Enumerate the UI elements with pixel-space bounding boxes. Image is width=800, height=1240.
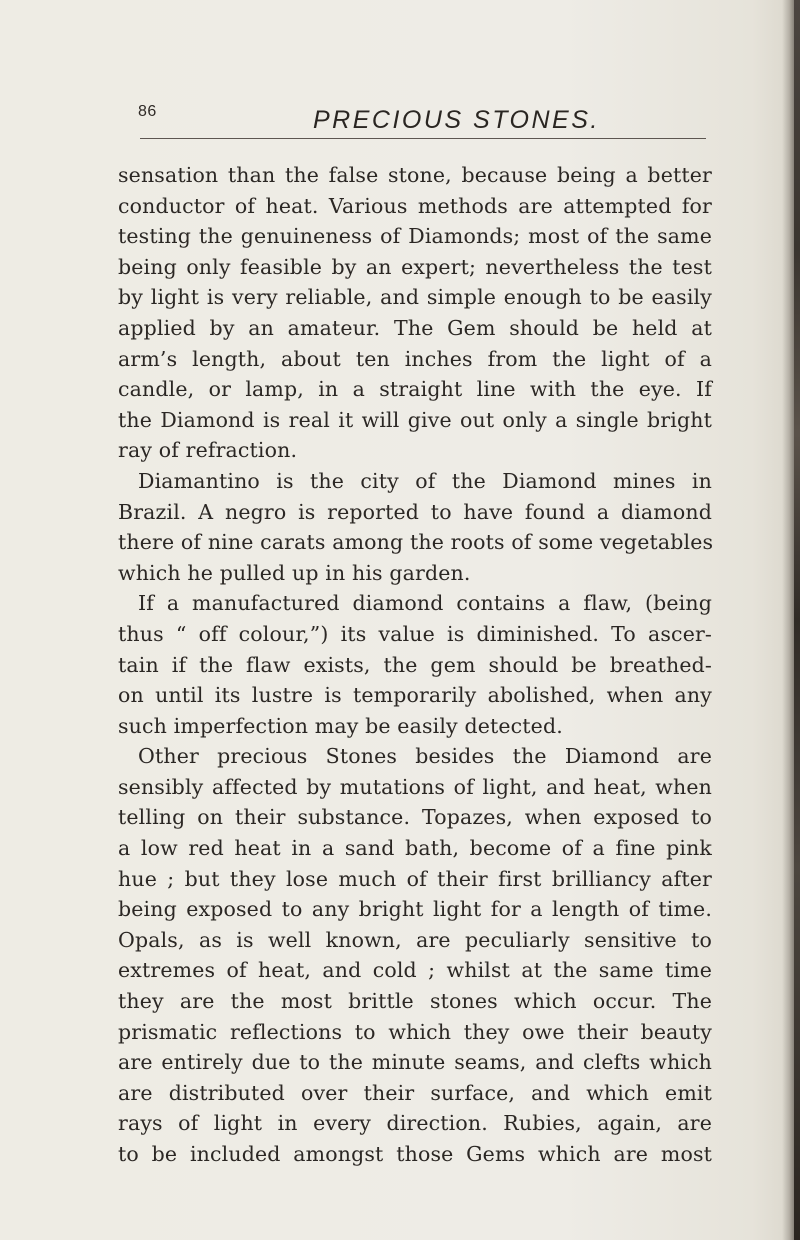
text-line: being exposed to any bright light for a length of time. — [118, 897, 712, 922]
text-line: ray of refraction. — [118, 438, 298, 463]
text-line: which he pulled up in his garden. — [118, 560, 471, 585]
text-line: the Diamond is real it will give out only a single bright — [118, 407, 712, 432]
text-line: on until its lustre is temporarily abolished, when any — [118, 683, 712, 708]
header-rule — [140, 138, 706, 139]
body-text — [118, 160, 712, 1170]
text-line: such imperfection may be easily detected. — [118, 713, 563, 738]
text-line: sensation than the false stone, because being a better — [118, 163, 712, 187]
text-line: are distributed over their surface, and which emit — [118, 1080, 712, 1105]
text-line: a low red heat in a sand bath, become of a fine pink — [118, 836, 712, 861]
text-line: are entirely due to the minute seams, and clefts which — [118, 1050, 712, 1075]
text-line: candle, or lamp, in a straight line with the eye. If — [118, 377, 712, 402]
paragraph-start-line: If a manufactured diamond contains a flaw, (being — [138, 591, 712, 616]
text-line: extremes of heat, and cold ; whilst at the same time — [118, 958, 712, 983]
text-line: Opals, as is well known, are peculiarly sensitive to — [118, 927, 712, 952]
text-line: arm’s length, about ten inches from the light of a — [118, 346, 712, 371]
text-line: by light is very reliable, and simple enough to be easily — [118, 285, 712, 310]
text-line: testing the genuineness of Diamonds; most of the same — [118, 224, 712, 249]
text-line: tain if the flaw exists, the gem should be breathed- — [118, 652, 712, 677]
text-line: applied by an amateur. The Gem should be held at — [118, 315, 712, 340]
page-number: 86 — [138, 103, 157, 120]
text-line: conductor of heat. Various methods are attempted for — [118, 193, 712, 218]
text-line: rays of light in every direction. Rubies, again, are — [118, 1111, 712, 1136]
text-line: thus “ off colour,”) its value is diminished. To ascer- — [118, 621, 712, 646]
text-line: they are the most brittle stones which occur. The — [118, 989, 712, 1014]
paragraph-start-line: Diamantino is the city of the Diamond mines in — [138, 468, 712, 493]
text-line: sensibly affected by mutations of light, and heat, when — [118, 774, 712, 799]
text-line: to be included amongst those Gems which are most — [118, 1142, 712, 1166]
text-line: Brazil. A negro is reported to have found a diamond — [118, 499, 712, 524]
page-edge — [794, 0, 800, 1240]
text-line: hue ; but they lose much of their first brilliancy after — [118, 866, 712, 891]
text-line: prismatic reflections to which they owe their beauty — [118, 1019, 712, 1044]
text-line: there of nine carats among the roots of some vegetables — [118, 530, 714, 555]
text-line: telling on their substance. Topazes, when exposed to — [118, 805, 712, 830]
text-line: being only feasible by an expert; nevertheless the test — [118, 254, 712, 279]
paragraph-start-line: Other precious Stones besides the Diamond are — [138, 744, 712, 769]
running-title: PRECIOUS STONES. — [313, 106, 600, 134]
